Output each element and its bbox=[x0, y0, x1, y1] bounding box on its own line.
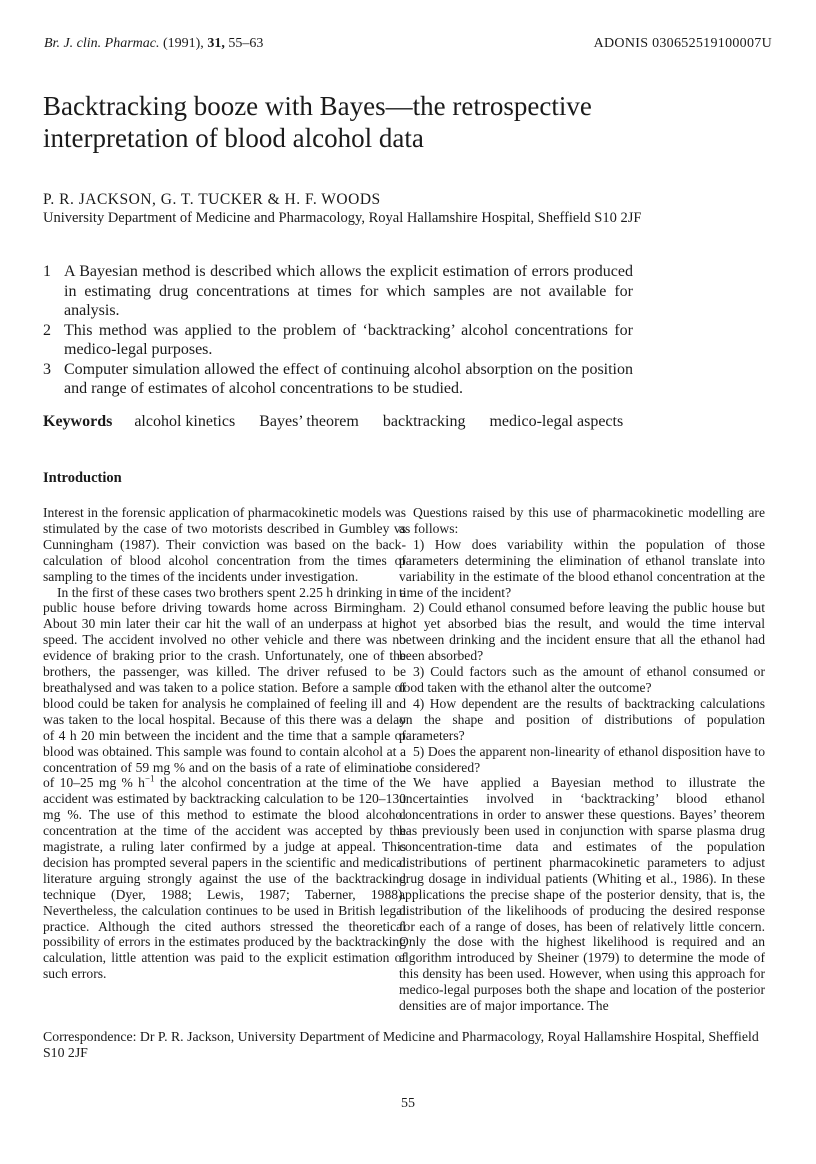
journal-citation bbox=[44, 36, 263, 52]
abstract-item bbox=[43, 360, 633, 399]
abstract-item bbox=[43, 321, 633, 360]
left-column bbox=[43, 505, 406, 982]
question-item: 5) Does the apparent non-linearity of ethanol disposition have to be considered? bbox=[399, 743, 765, 775]
keyword: medico-legal aspects bbox=[489, 413, 624, 430]
abstract-item-number: 2 bbox=[43, 321, 51, 339]
adonis-code: ADONIS 030652519100007U bbox=[593, 36, 772, 51]
superscript: −1 bbox=[144, 773, 155, 784]
article-title: Backtracking booze with Bayes—the retrospective interpretation of blood alcohol data bbox=[43, 91, 592, 153]
keywords-label: Keywords bbox=[43, 413, 113, 430]
abstract-item bbox=[43, 262, 633, 321]
abstract-item-text: This method was applied to the problem of ‘backtracking’ alcohol concentrations for medico-legal purposes. bbox=[64, 321, 633, 358]
abstract bbox=[43, 262, 633, 399]
right-column bbox=[399, 505, 765, 1014]
paragraph bbox=[43, 585, 406, 983]
affiliation: University Department of Medicine and Pharmacology, Royal Hallamshire Hospital, Sheffield S10 2JF bbox=[43, 210, 642, 226]
abstract-item-number: 3 bbox=[43, 360, 51, 378]
journal-pages: 55–63 bbox=[228, 36, 264, 51]
abstract-item-text: Computer simulation allowed the effect of continuing alcohol absorption on the position and range of estimates of alcohol concentrations to be studied. bbox=[64, 360, 633, 397]
keyword: backtracking bbox=[382, 413, 466, 430]
journal-volume: 31, bbox=[207, 36, 225, 51]
abstract-item-text: A Bayesian method is described which allows the explicit estimation of errors produced in estimating drug concentrations at times for which samples are not available for analysis. bbox=[64, 263, 633, 319]
correspondence-footnote: Correspondence: Dr P. R. Jackson, University Department of Medicine and Pharmacology, Royal Hallamshire Hospital, Sheffield S10 2JF bbox=[43, 1029, 759, 1060]
paragraph-text: In the first of these cases two brothers spent 2.25 h drinking in a public house before driving towards home across Birmingham. About 30 min later their car hit the wall of an underpass at high speed. The accident involved no other vehicle and there was no evidence of braking prior to the crash. Unfortunately, one of the brothers, the passenger, was killed. The driver refused to be breathalysed and was taken to a police station. Before a sample of blood could be taken for analysis he complained of feeling ill and was taken to the local hospital. Because of this there was a delay of 4 h 20 min between the incident and the time that a sample of blood was obtained. This sample was found to contain alcohol at a concentration of 59 mg % and on the basis of a rate of elimination of 10–25 mg % h bbox=[43, 584, 406, 791]
keyword: Bayes’ theorem bbox=[259, 413, 359, 430]
question-item: 4) How dependent are the results of backtracking calculations on the shape and position of distributions of population parameters? bbox=[399, 695, 765, 743]
paragraph: Interest in the forensic application of pharmacokinetic models was stimulated by the case of two motorists described in Gumbley vs Cunningham (1987). Their conviction was based on the back-calculation of blood alcohol concentration from the times of sampling to the times of the incidents under investigation. bbox=[43, 505, 406, 584]
paragraph: We have applied a Bayesian method to illustrate the uncertainties involved in ‘backtracking’ blood ethanol concentrations in order to answer these questions. Bayes’ theorem has previously been used in conjunction with sparse plasma drug concentration-time data and estimates of the population distributions of pertinent pharmacokinetic parameters to adjust drug dosage in individual patients (Whiting et al., 1986). In these applications the precise shape of the posterior density, that is, the distribution of the likelihoods of producing the desired response for each of a range of doses, has been of relatively little concern. Only the dose with the highest likelihood is required and an algorithm introduced by Sheiner (1979) to determine the mode of this density has been used. However, when using this approach for medico-legal purposes both the shape and location of the posterior densities are of major importance. The bbox=[399, 775, 765, 1014]
journal-name: Br. J. clin. Pharmac. bbox=[44, 36, 160, 51]
section-heading-introduction: Introduction bbox=[43, 470, 122, 486]
question-item: 3) Could factors such as the amount of ethanol consumed or food taken with the ethanol alter the outcome? bbox=[399, 664, 765, 695]
journal-year: (1991), bbox=[162, 36, 204, 51]
keywords bbox=[43, 413, 643, 431]
page-number: 55 bbox=[401, 1096, 415, 1111]
keyword: alcohol kinetics bbox=[134, 413, 236, 430]
paragraph: Questions raised by this use of pharmacokinetic modelling are as follows: bbox=[399, 505, 765, 536]
question-item: 1) How does variability within the population of those parameters determining the elimination of ethanol translate into variability in the estimate of the blood ethanol concentration at the time of the incident? bbox=[399, 536, 765, 600]
abstract-item-number: 1 bbox=[43, 263, 51, 280]
question-item: 2) Could ethanol consumed before leaving the public house but not yet absorbed bias the result, and would the time interval between drinking and the incident ensure that all the ethanol had been absorbed? bbox=[399, 600, 765, 664]
authors: P. R. JACKSON, G. T. TUCKER & H. F. WOODS bbox=[43, 191, 381, 208]
paragraph-text: the alcohol concentration at the time of the accident was estimated by backtracking calculation to be 120–130 mg %. The use of this method to estimate the blood alcohol concentration at the time of the accident was accepted by the magistrate, a ruling later confirmed by a judge at appeal. This decision has prompted several papers in the scientific and medical literature arguing strongly against the use of the backtracking technique (Dyer, 1988; Lewis, 1987; Taberner, 1988). Nevertheless, the calculation continues to be used in British legal practice. Although the cited authors stressed the theoretical possibility of errors in the estimates produced by the backtracking calculation, little attention was paid to the explicit estimation of such errors. bbox=[43, 775, 406, 982]
